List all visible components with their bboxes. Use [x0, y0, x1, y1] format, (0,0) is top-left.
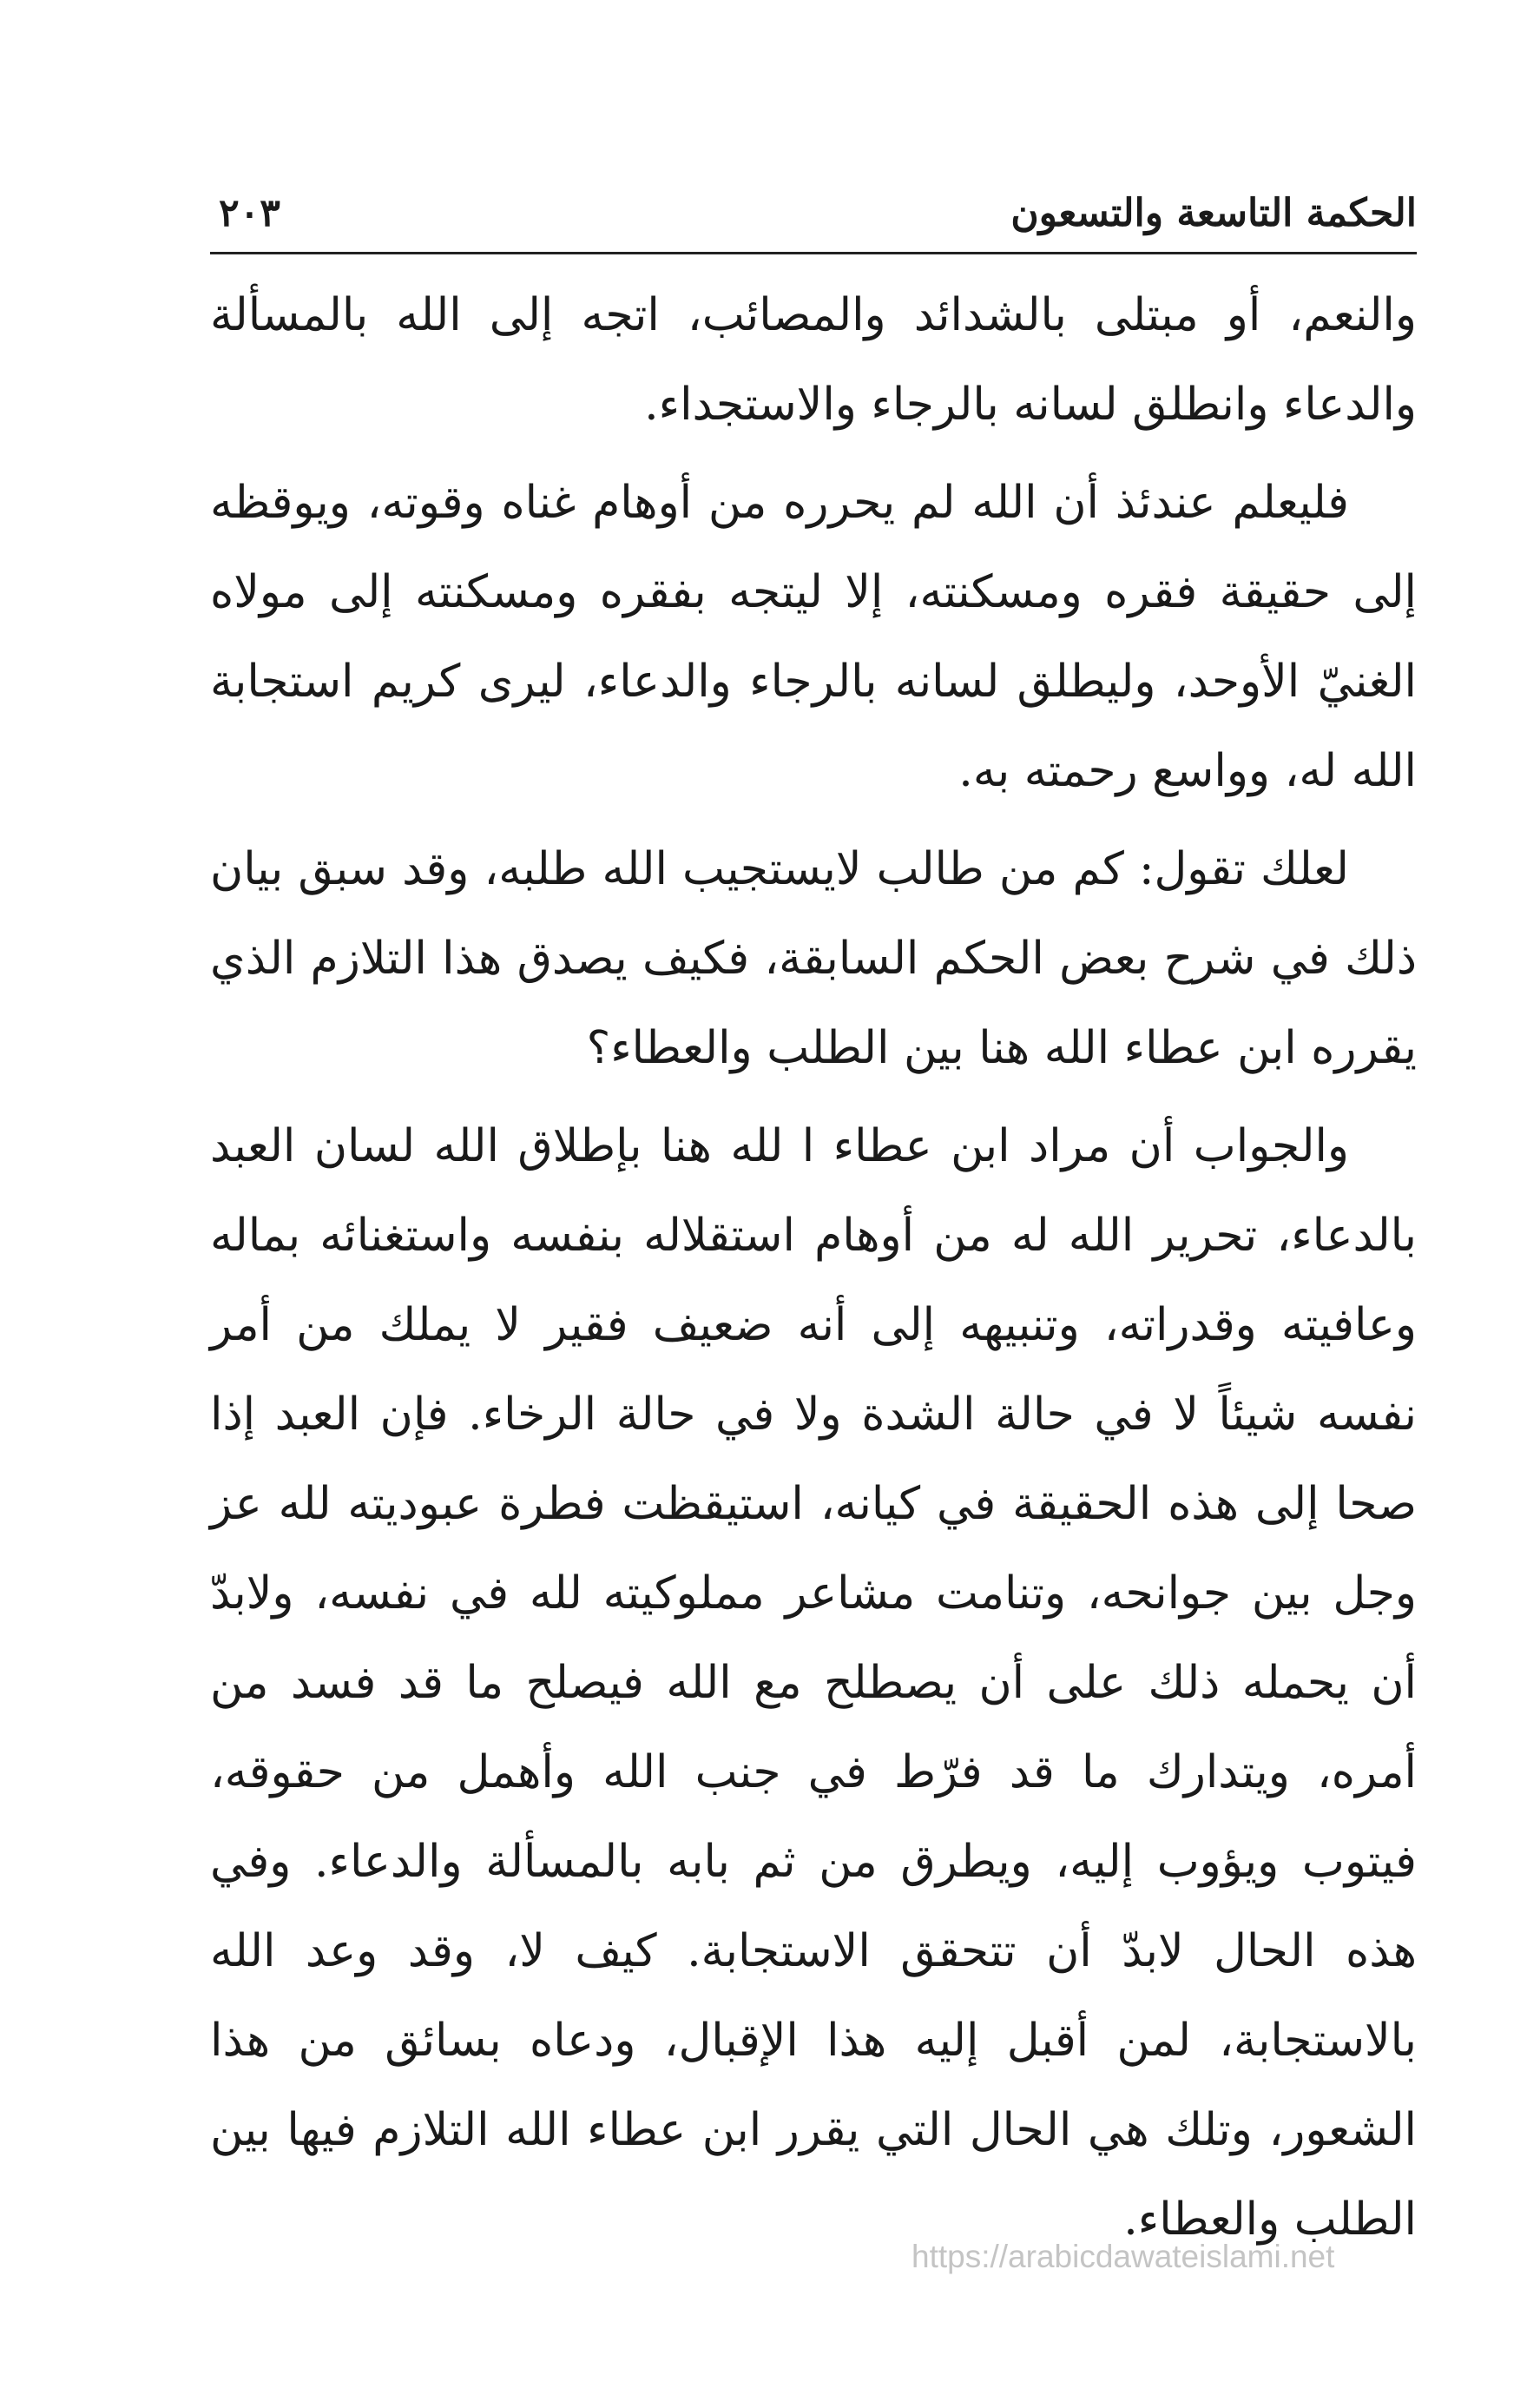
- header-divider: [210, 252, 1417, 254]
- body-text: [210, 271, 1417, 2273]
- paragraph: فليعلم عندئذ أن الله لم يحرره من أوهام غناه وقوته، ويوقظه إلى حقيقة فقره ومسكنته، إلا ليتجه بفقره ومسكنته إلى مولاه الغنيّ الأوحد، وليطلق لسانه بالرجاء والدعاء، ليرى كريم استجابة الله له، وواسع رحمته به.: [210, 477, 1417, 797]
- paragraph: والجواب أن مراد ابن عطاء ا لله هنا بإطلاق الله لسان العبد بالدعاء، تحرير الله له من أوهام استقلاله بنفسه واستغنائه بماله وعافيته وقدراته، وتنبيهه إلى أنه ضعيف فقير لا يملك من أمر نفسه شيئاً لا في حالة الشدة ولا في حالة الرخاء. فإن العبد إذا صحا إلى هذه الحقيقة في كيانه، استيقظت فطرة عبوديته لله عز وجل بين جوانحه، وتنامت مشاعر مملوكيته لله في نفسه، ولابدّ أن يحمله ذلك على أن يصطلح مع الله فيصلح ما قد فسد من أمره، ويتدارك ما قد فرّط في جنب الله وأهمل من حقوقه، فيتوب ويؤوب إليه، ويطرق من ثم بابه بالمسألة والدعاء. وفي هذه الحال لابدّ أن تتحقق الاستجابة. كيف لا، وقد وعد الله بالاستجابة، لمن أقبل إليه هذا الإقبال، ودعاه بسائق من هذا الشعور، وتلك هي الحال التي يقرر ابن عطاء الله التلازم فيها بين الطلب والعطاء.: [210, 1120, 1417, 2246]
- paragraph: لعلك تقول: كم من طالب لايستجيب الله طلبه، وقد سبق بيان ذلك في شرح بعض الحكم السابقة، فكيف يصدق هذا التلازم الذي يقرره ابن عطاء الله هنا بين الطلب والعطاء؟: [210, 843, 1417, 1074]
- running-title: الحكمة التاسعة والتسعون: [1010, 191, 1417, 235]
- watermark-url: https://arabicdawateislami.net: [911, 2239, 1335, 2274]
- page-number: ٢٠٣: [219, 191, 280, 235]
- page-header: [210, 182, 1417, 243]
- paragraph-continuation: والنعم، أو مبتلى بالشدائد والمصائب، اتجه إلى الله بالمسألة والدعاء وانطلق لسانه بالرجاء والاستجداء.: [210, 289, 1417, 431]
